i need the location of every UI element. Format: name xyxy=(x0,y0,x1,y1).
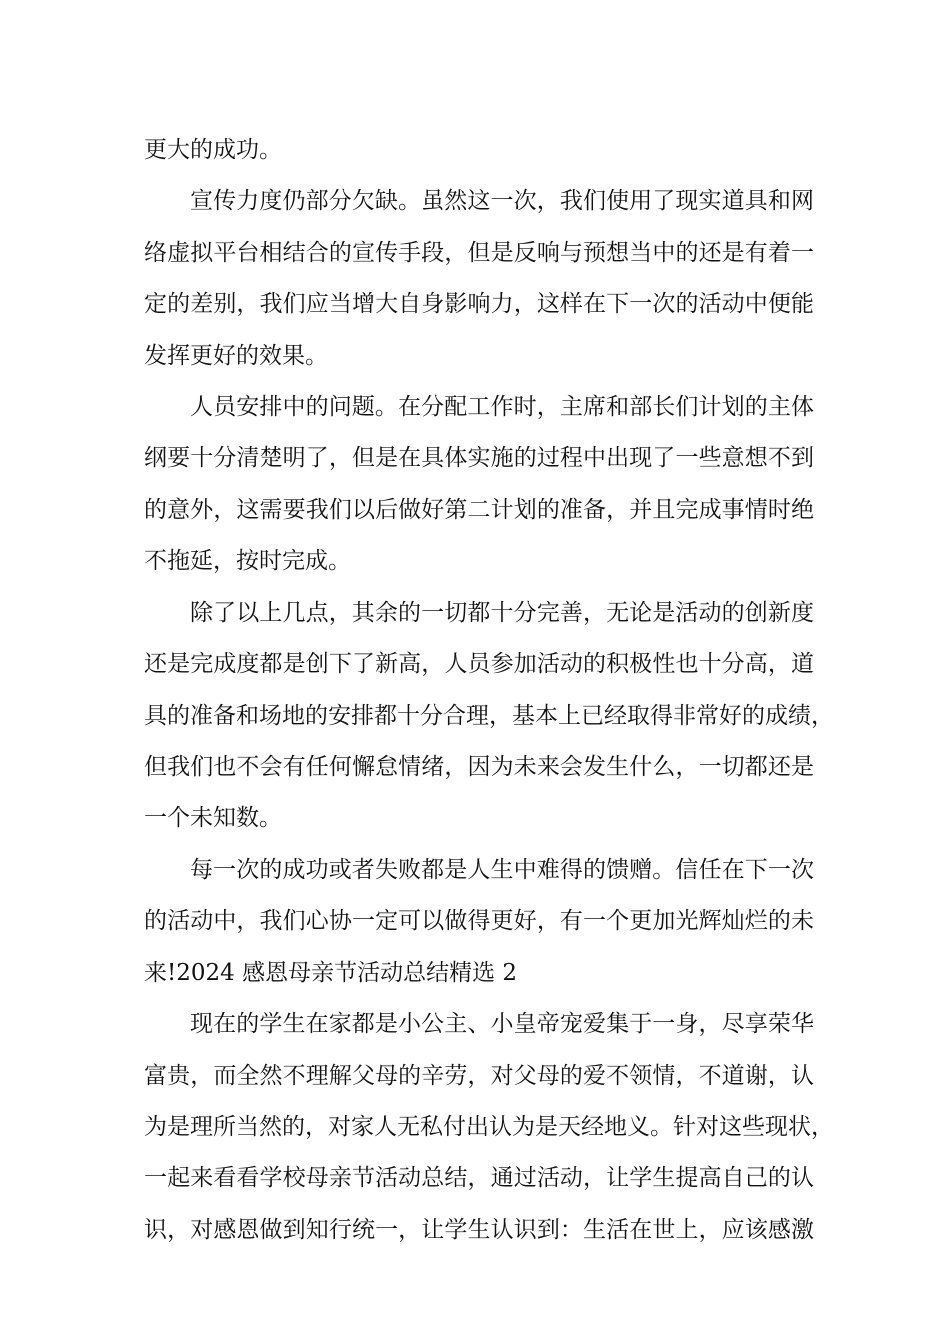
text-line: 一个未知数。 xyxy=(144,805,282,831)
text-line: 不拖延，按时完成。 xyxy=(144,548,351,574)
text-line: 还是完成度都是创下了新高，人员参加活动的积极性也十分高，道 xyxy=(144,651,814,677)
paragraph-first-line: 现在的学生在家都是小公主、小皇帝宠爱集于一身，尽享荣华 xyxy=(190,1011,814,1037)
text-line: 为是理所当然的，对家人无私付出认为是天经地义。针对这些现状， xyxy=(144,1114,834,1140)
paragraph-first-line: 人员安排中的问题。在分配工作时，主席和部长们计划的主体 xyxy=(190,394,814,420)
text-line: 纲要十分清楚明了，但是在具体实施的过程中出现了一些意想不到 xyxy=(144,445,814,471)
text-line: 识，对感恩做到知行统一，让学生认识到：生活在世上，应该感激 xyxy=(144,1217,814,1243)
text-line: 发挥更好的效果。 xyxy=(144,343,328,369)
paragraph-first-line: 每一次的成功或者失败都是人生中难得的馈赠。信任在下一次 xyxy=(190,857,814,883)
paragraph-first-line: 除了以上几点，其余的一切都十分完善，无论是活动的创新度 xyxy=(190,600,814,626)
text-line: 的活动中，我们心协一定可以做得更好，有一个更加光辉灿烂的未 xyxy=(144,908,814,934)
paragraph-first-line: 宣传力度仍部分欠缺。虽然这一次，我们使用了现实道具和网 xyxy=(190,188,814,214)
text-line: 络虚拟平台相结合的宣传手段，但是反响与预想当中的还是有着一 xyxy=(144,240,814,266)
text-line: 具的准备和场地的安排都十分合理，基本上已经取得非常好的成绩， xyxy=(144,703,834,729)
text-line: 但我们也不会有任何懈怠情绪，因为未来会发生什么，一切都还是 xyxy=(144,754,814,780)
text-line: 富贵，而全然不理解父母的辛劳，对父母的爱不领情，不道谢，认 xyxy=(144,1063,814,1089)
text-line: 更大的成功。 xyxy=(144,137,282,163)
text-line: 一起来看看学校母亲节活动总结，通过活动，让学生提高自己的认 xyxy=(144,1165,814,1191)
text-line: 的意外，这需要我们以后做好第二计划的准备，并且完成事情时绝 xyxy=(144,497,814,523)
section-title-line: 来!2024 感恩母亲节活动总结精选 2 xyxy=(144,960,518,986)
text-line: 定的差别，我们应当增大自身影响力，这样在下一次的活动中便能 xyxy=(144,291,814,317)
